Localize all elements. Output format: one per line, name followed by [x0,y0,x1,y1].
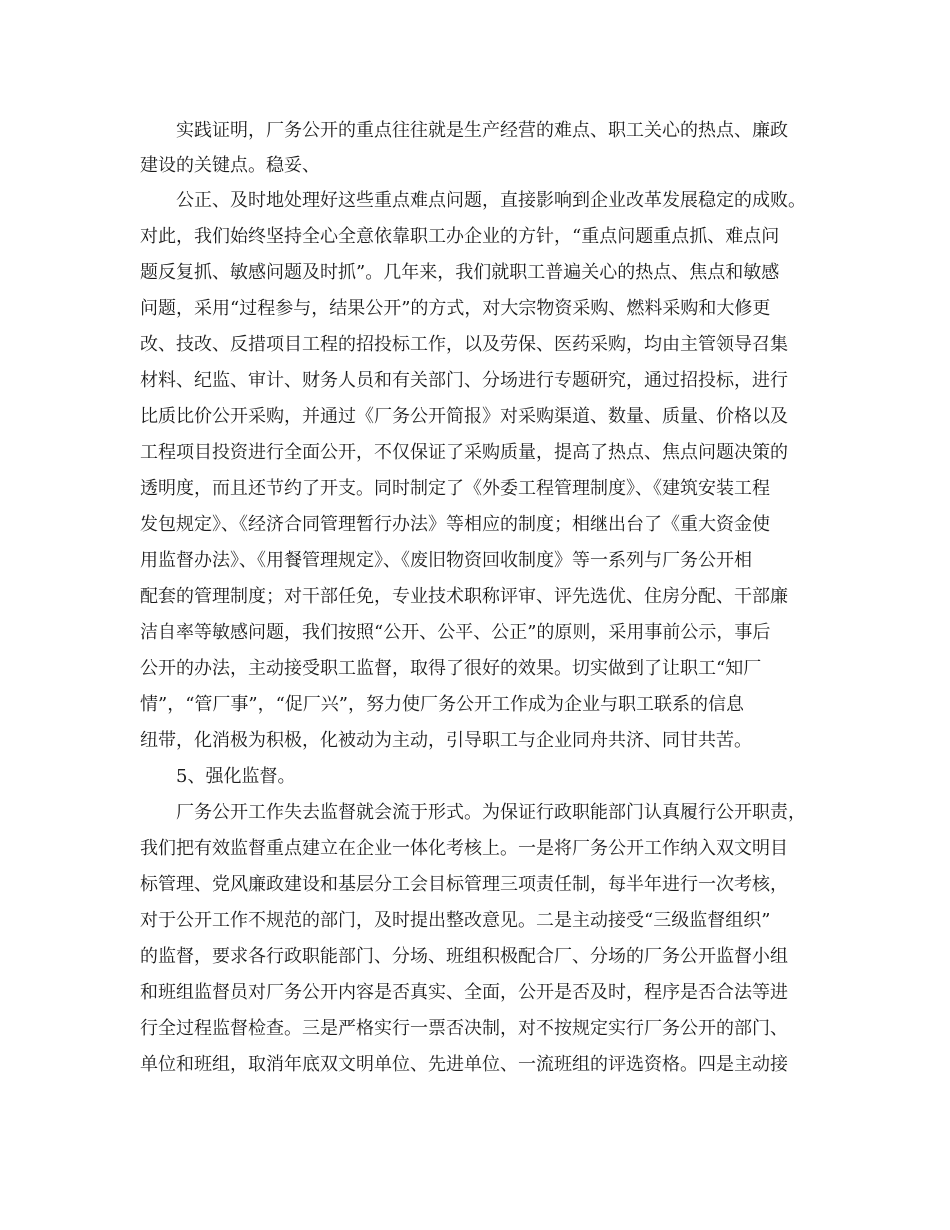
text-line: 比质比价公开采购，并通过《厂务公开简报》对采购渠道、数量、质量、价格以及 [140,406,788,427]
text-line: 厂务公开工作失去监督就会流于形式。为保证行政职能部门认真履行公开职责， [176,802,806,823]
text-line: 和班组监督员对厂务公开内容是否真实、全面，公开是否及时，程序是否合法等进 [140,982,788,1003]
text-line: 透明度，而且还节约了开支。同时制定了《外委工程管理制度》、《建筑安装工程 [140,478,770,499]
text-line: 建设的关键点。稳妥、 [140,155,320,176]
text-line: 对此，我们始终坚持全心全意依靠职工办企业的方针，“重点问题重点抓、难点问 [140,226,780,247]
text-line: 单位和班组，取消年底双文明单位、先进单位、一流班组的评选资格。四是主动接 [140,1054,788,1075]
text-line: 配套的管理制度；对干部任免，专业技术职称评审、评先选优、住房分配、干部廉 [140,586,788,607]
text-line: 情”，“管厂事”，“促厂兴”，努力使厂务公开工作成为企业与职工联系的信息 [140,694,745,715]
text-line: 材料、纪监、审计、财务人员和有关部门、分场进行专题研究，通过招投标，进行 [140,370,788,391]
text-line: 我们把有效监督重点建立在企业一体化考核上。一是将厂务公开工作纳入双文明目 [140,838,788,859]
text-line: 用监督办法》、《用餐管理规定》、《废旧物资回收制度》等一系列与厂务公开相 [140,550,752,571]
text-line: 对于公开工作不规范的部门，及时提出整改意见。二是主动接受“三级监督组织” [140,910,771,931]
text-line: 改、技改、反措项目工程的招投标工作，以及劳保、医药采购，均由主管领导召集 [140,334,788,355]
text-line: 洁自率等敏感问题，我们按照“公开、公平、公正”的原则，采用事前公示，事后 [140,622,771,643]
text-line: 题反复抓、敏感问题及时抓”。几年来，我们就职工普遍关心的热点、焦点和敏感 [140,262,780,283]
text-line: 公正、及时地处理好这些重点难点问题，直接影响到企业改革发展稳定的成败。 [176,190,806,211]
text-line: 纽带，化消极为积极，化被动为主动，引导职工与企业同舟共济、同甘共苦。 [140,730,752,751]
text-line: 的监督，要求各行政职能部门、分场、班组积极配合厂、分场的厂务公开监督小组 [140,946,788,967]
text-line: 问题，采用“过程参与，结果公开”的方式，对大宗物资采购、燃料采购和大修更 [140,298,771,319]
text-line: 公开的办法，主动接受职工监督，取得了很好的效果。切实做到了让职工“知厂 [140,658,762,679]
text-line: 工程项目投资进行全面公开，不仅保证了采购质量，提高了热点、焦点问题决策的 [140,442,788,463]
text-line: 实践证明，厂务公开的重点往往就是生产经营的难点、职工关心的热点、廉政 [176,120,788,141]
text-line: 发包规定》、《经济合同管理暂行办法》等相应的制度；相继出台了《重大资金使 [140,514,770,535]
text-line: 行全过程监督检查。三是严格实行一票否决制，对不按规定实行厂务公开的部门、 [140,1018,788,1039]
section-heading: 5、强化监督。 [176,766,296,787]
text-line: 标管理、党风廉政建设和基层分工会目标管理三项责任制，每半年进行一次考核， [140,874,788,895]
